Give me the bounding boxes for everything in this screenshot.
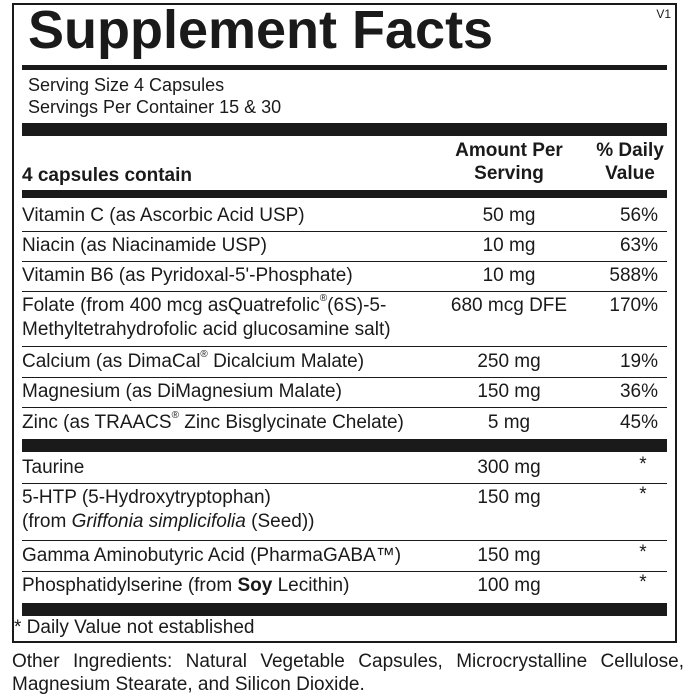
row-rule — [22, 407, 667, 408]
row-rule — [22, 571, 667, 572]
row-rule — [22, 261, 667, 262]
amount-header-line1: Amount Per — [455, 140, 563, 161]
ingredient-amount: 150 mg — [477, 545, 541, 566]
header-bottom-bar — [22, 190, 667, 198]
ingredient-dv: * — [639, 454, 647, 475]
nutrient-dv: 19% — [619, 351, 658, 372]
row-rule — [22, 291, 667, 292]
section-divider-bar — [22, 439, 667, 452]
nutrient-name-calcium — [22, 350, 364, 374]
ingredient-dv: * — [639, 542, 647, 563]
row-rule — [22, 231, 667, 232]
zinc-name-part-a: Zinc (as TRAACS — [22, 412, 172, 433]
nutrient-name: Magnesium (as DiMagnesium Malate) — [22, 381, 342, 402]
row-rule — [22, 483, 667, 484]
dv-header-line2: Value — [605, 162, 655, 184]
supplement-facts-panel — [12, 0, 677, 643]
nutrient-amount: 50 mg — [482, 205, 536, 226]
contain-label: 4 capsules contain — [22, 165, 193, 186]
nutrient-dv: 588% — [609, 265, 658, 286]
footer-bar — [22, 603, 667, 616]
calcium-name-part-b: Dicalcium Malate) — [207, 351, 365, 372]
ps-allergen-soy: Soy — [237, 575, 273, 596]
nutrient-name-zinc — [22, 411, 404, 435]
row-rule — [22, 540, 667, 541]
zinc-name-part-b: Zinc Bisglycinate Chelate) — [178, 412, 404, 433]
ps-name-part-b: Lecithin) — [272, 575, 350, 596]
nutrient-dv: 170% — [609, 295, 658, 316]
registered-mark: ® — [200, 349, 208, 360]
version-label: V1 — [656, 7, 671, 21]
ingredient-amount: 100 mg — [477, 575, 541, 596]
registered-mark: ® — [319, 293, 328, 304]
row-rule — [22, 377, 667, 378]
serving-size: Serving Size 4 Capsules — [28, 75, 225, 95]
panel-title: Supplement Facts — [28, 0, 494, 60]
nutrient-amount: 150 mg — [477, 381, 541, 402]
nutrient-amount: 250 mg — [477, 351, 541, 372]
5htp-name-line1: 5-HTP (5-Hydroxytryptophan) — [22, 487, 271, 508]
other-ingredients: Other Ingredients: Natural Vegetable Capsules, Microcrystalline Cellulose, Magnesium Stearate, and Silicon Dioxide. — [12, 651, 684, 696]
row-rule — [22, 346, 667, 347]
ingredient-dv: * — [639, 484, 647, 505]
ingredient-name: Taurine — [22, 457, 85, 478]
5htp-source-species: Griffonia simplicifolia — [71, 510, 246, 532]
header-bar — [22, 123, 667, 136]
amount-header — [434, 140, 584, 186]
servings-per-container: Servings Per Container 15 & 30 — [28, 97, 282, 117]
title-rule — [22, 65, 667, 70]
ingredient-name-phosphatidylserine — [22, 574, 349, 598]
nutrient-amount: 10 mg — [482, 265, 536, 286]
nutrient-name: Vitamin B6 (as Pyridoxal-5'-Phosphate) — [22, 265, 353, 286]
ingredient-name: Gamma Aminobutyric Acid (PharmaGABA™) — [22, 545, 402, 566]
dv-header-line1: % Daily — [596, 140, 664, 161]
nutrient-name-folate — [22, 294, 391, 342]
daily-value-footnote: * Daily Value not established — [14, 617, 255, 638]
calcium-name-part-a: Calcium (as DimaCal — [22, 351, 201, 372]
registered-mark: ® — [171, 410, 179, 421]
dv-header — [590, 140, 670, 186]
folate-name-part-a: Folate (from 400 mcg asQuatrefolic — [22, 295, 320, 316]
nutrient-amount: 10 mg — [482, 235, 536, 256]
nutrient-dv: 45% — [619, 412, 658, 433]
ingredient-name-5htp — [22, 486, 314, 534]
nutrient-amount: 680 mcg DFE — [450, 295, 568, 316]
folate-name-line2: Methyltetrahydrofolic acid glucosamine salt) — [22, 318, 391, 340]
nutrient-name: Niacin (as Niacinamide USP) — [22, 235, 267, 256]
ingredient-amount: 300 mg — [477, 457, 541, 478]
folate-name-part-b: (6S)-5- — [327, 295, 387, 316]
nutrient-dv: 56% — [619, 205, 658, 226]
nutrient-amount: 5 mg — [487, 412, 531, 433]
amount-header-line2: Serving — [474, 162, 544, 184]
ingredient-dv: * — [639, 572, 647, 593]
5htp-source-suffix: (Seed)) — [245, 510, 315, 532]
nutrient-name: Vitamin C (as Ascorbic Acid USP) — [22, 205, 305, 226]
nutrient-dv: 63% — [619, 235, 658, 256]
ingredient-amount: 150 mg — [477, 487, 541, 508]
5htp-source-prefix: (from — [22, 510, 72, 532]
nutrient-dv: 36% — [619, 381, 658, 402]
ps-name-part-a: Phosphatidylserine (from — [22, 575, 238, 596]
